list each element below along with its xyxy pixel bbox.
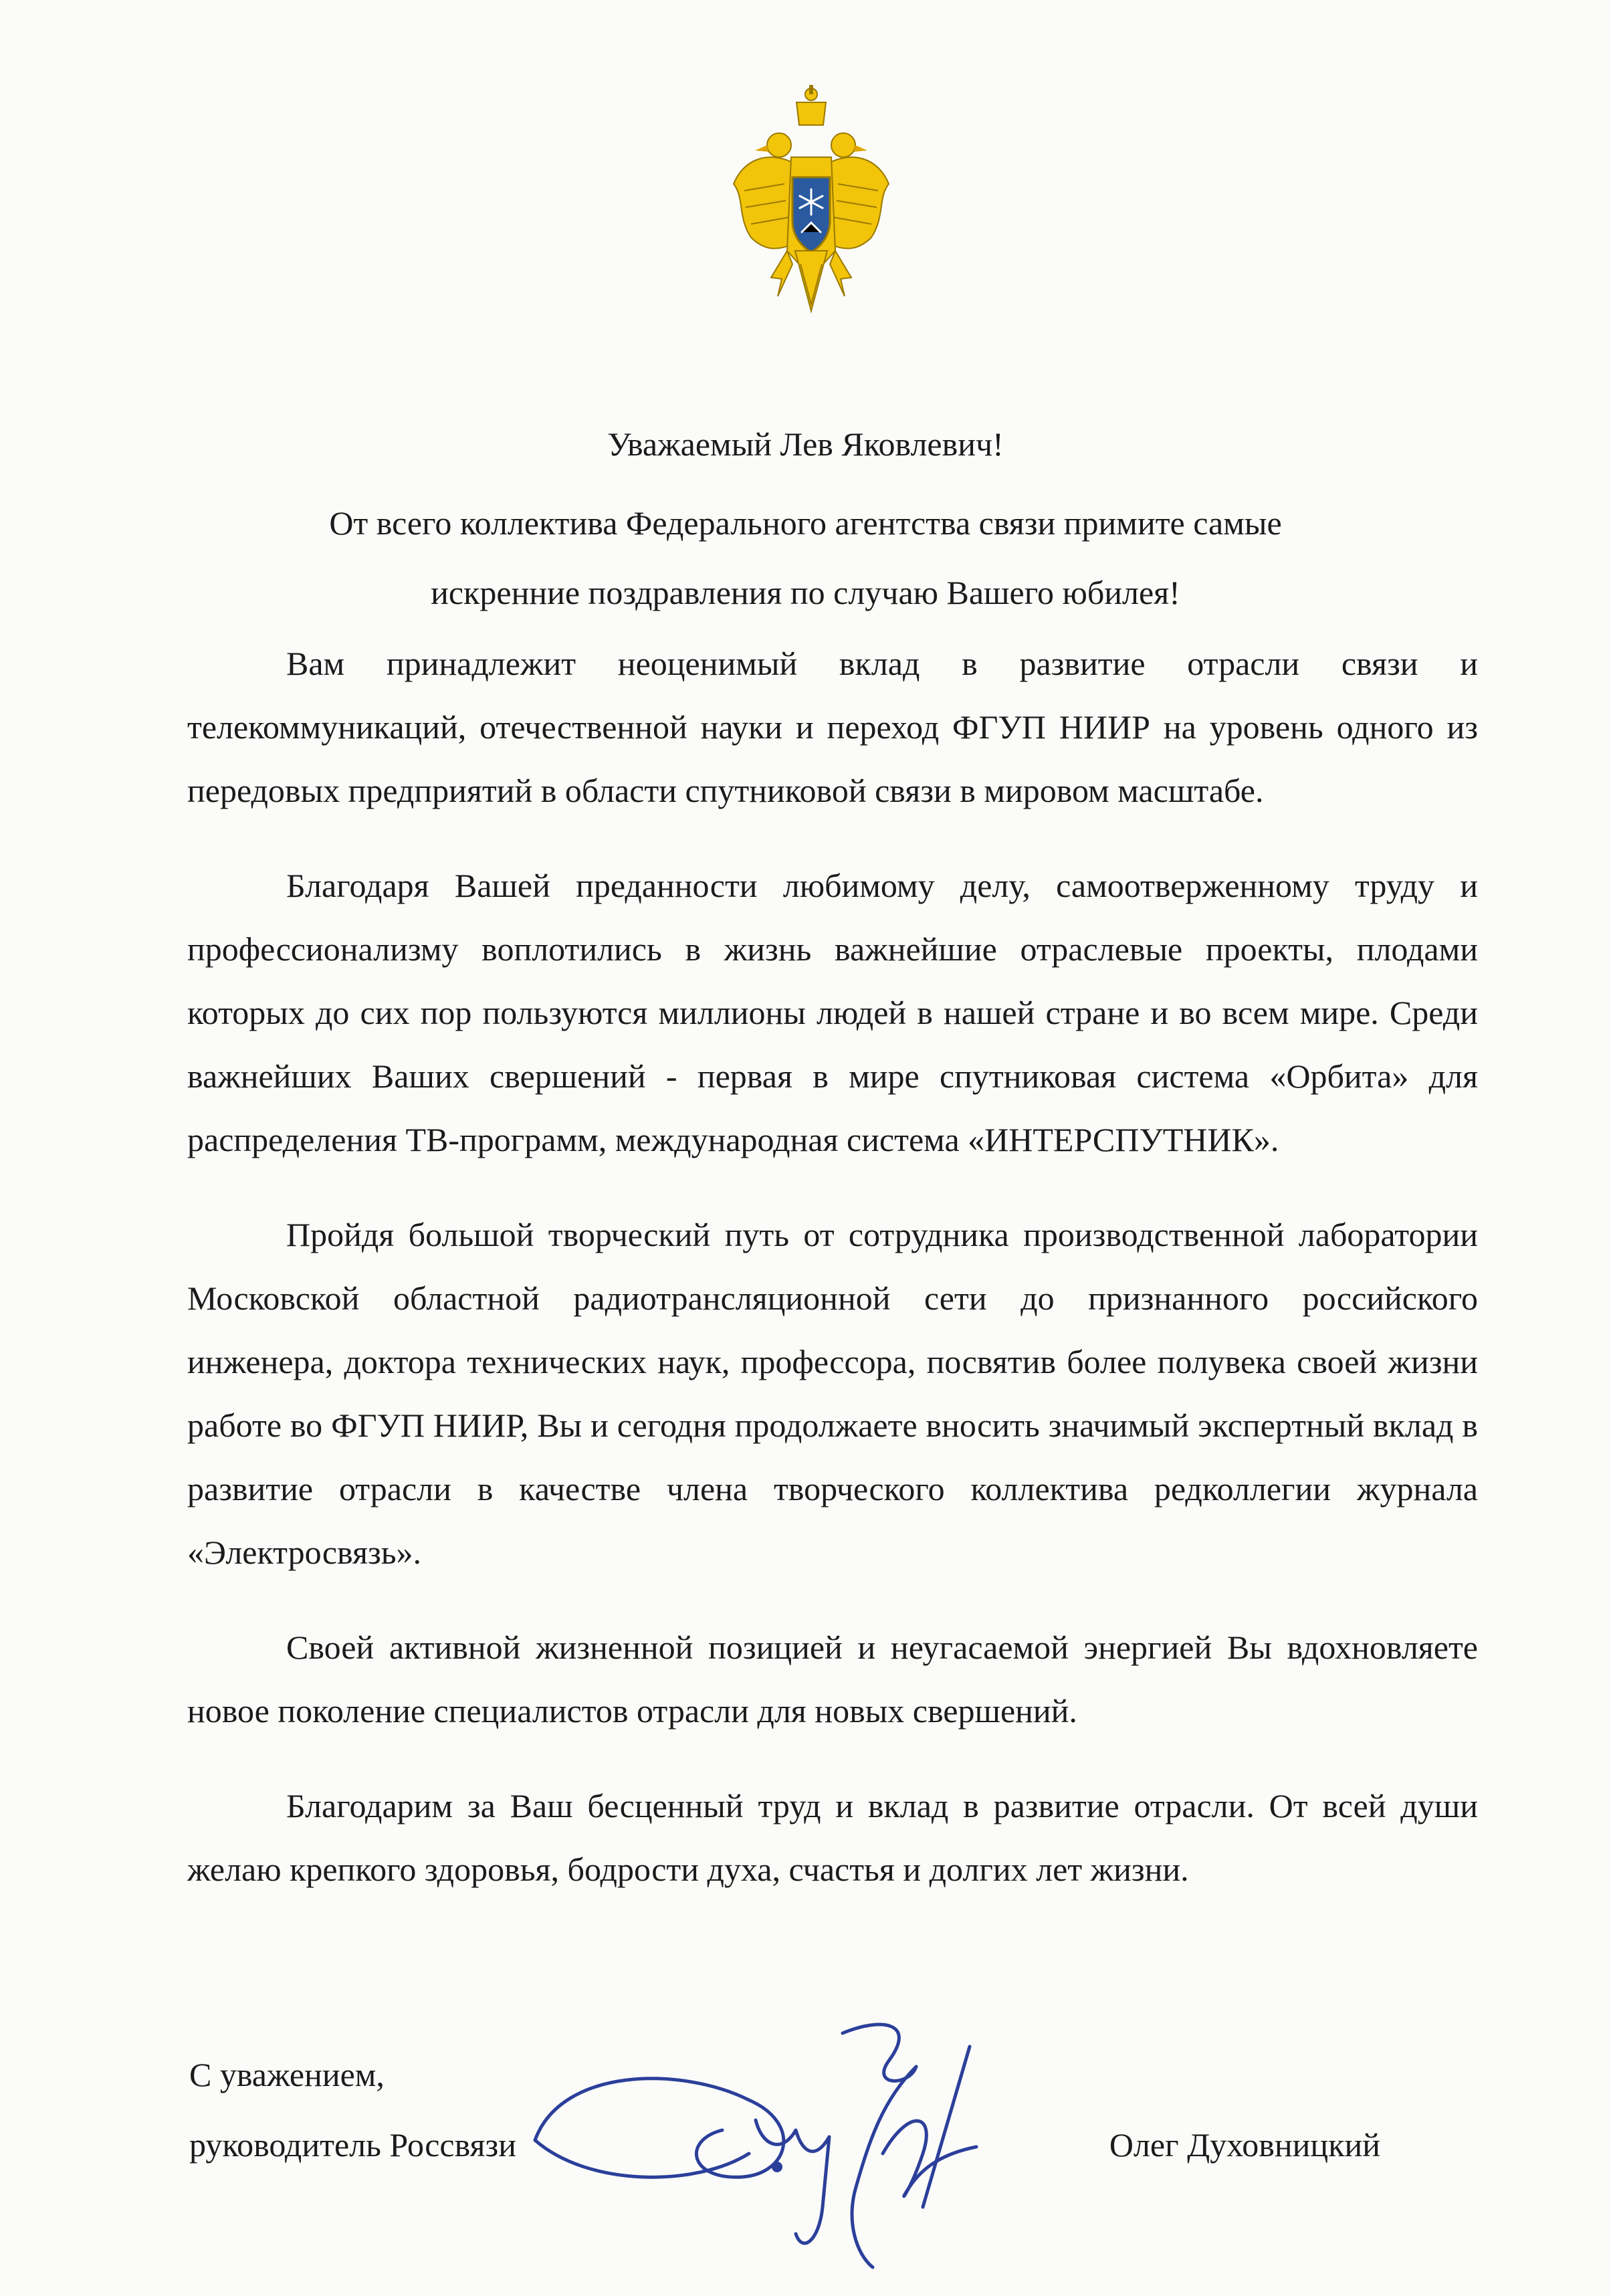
closing-line: руководитель Россвязи xyxy=(189,2126,517,2164)
paragraph: Вам принадлежит неоценимый вклад в развитие отрасли связи и телекоммуникаций, отечественной науки и переход ФГУП НИИР на уровень одного из передовых предприятий в области спутниковой связи в мировом масштабе. xyxy=(187,645,1478,809)
paragraph: Пройдя большой творческий путь от сотрудника производственной лаборатории Московской областной радиотрансляционной сети до признанного российского инженера, доктора технических наук, профессора, посвятив более полувека своей жизни работе во ФГУП НИИР, Вы и сегодня продолжаете вносить значимый экспертный вклад в развитие отрасли в качестве члена творческого коллектива редколлегии журнала «Электросвязь». xyxy=(187,1216,1478,1571)
salutation: Уважаемый Лев Яковлевич! xyxy=(607,425,1004,463)
double-headed-eagle-emblem-icon xyxy=(731,84,891,331)
letter-body xyxy=(187,632,1478,1933)
intro xyxy=(0,488,1611,627)
paragraph: Благодарим за Ваш бесценный труд и вклад в развитие отрасли. От всей души желаю крепкого здоровья, бодрости духа, счастья и долгих лет жизни. xyxy=(187,1787,1478,1888)
closing xyxy=(189,2040,516,2180)
paragraph: Своей активной жизненной позицией и неугасаемой энергией Вы вдохновляете новое поколение специалистов отрасли для новых свершений. xyxy=(187,1629,1478,1730)
handwritten-signature-icon xyxy=(508,1986,1043,2294)
paragraph: Благодаря Вашей преданности любимому делу, самоотверженному труду и профессионализму воплотились в жизнь важнейшие отраслевые проекты, плодами которых до сих пор пользуются миллионы людей в нашей стране и во всем мире. Среди важнейших Ваших свершений - первая в мире спутниковая система «Орбита» для распределения ТВ-программ, международная система «ИНТЕРСПУТНИК». xyxy=(187,867,1478,1158)
closing-line: С уважением, xyxy=(189,2056,385,2093)
intro-line: От всего коллектива Федерального агентства связи примите самые xyxy=(329,504,1282,542)
signatory-name: Олег Духовницкий xyxy=(1109,2126,1380,2164)
intro-line: искренние поздравления по случаю Вашего юбилея! xyxy=(431,574,1180,611)
